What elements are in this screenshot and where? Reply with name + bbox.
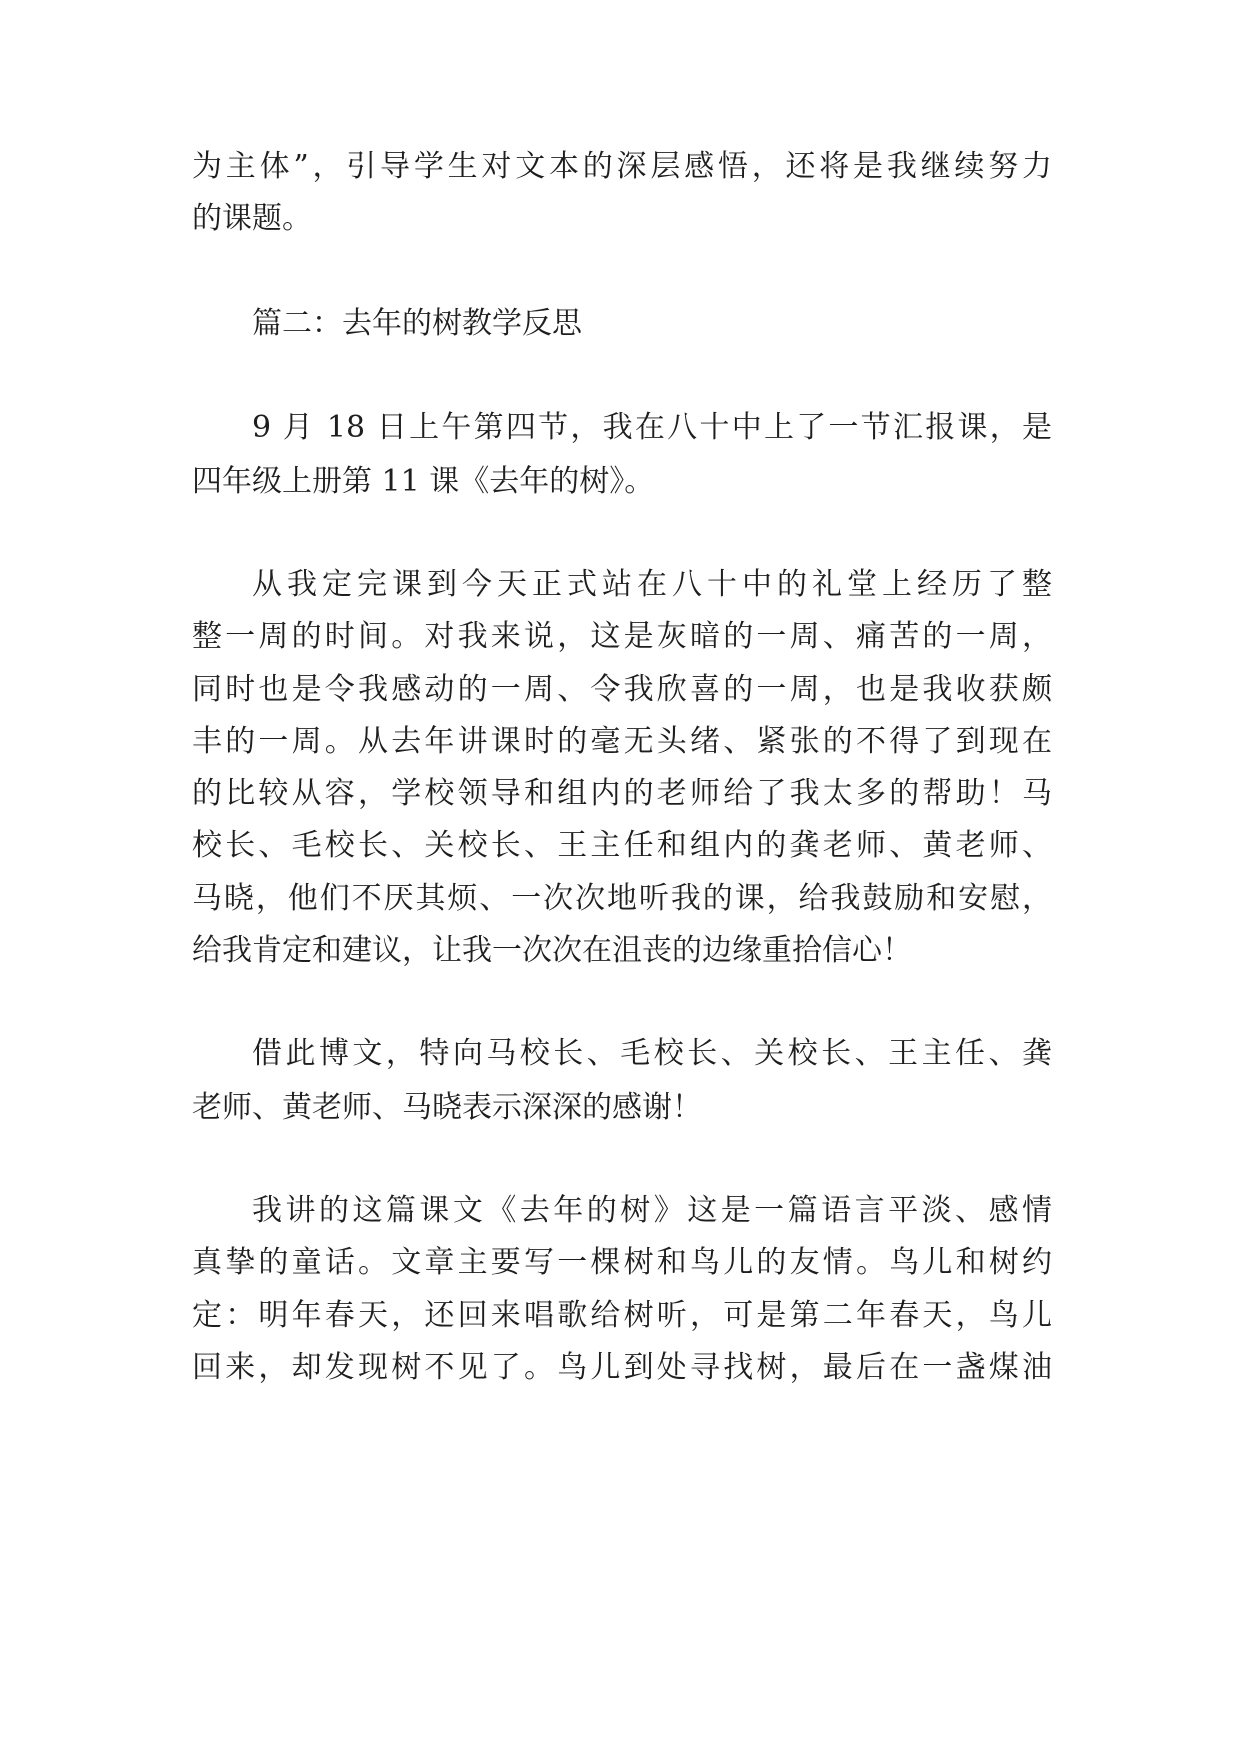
paragraph-4-line-2: 真挚的童话。文章主要写一棵树和鸟儿的友情。鸟儿和树约	[192, 1245, 1052, 1280]
paragraph-4-line-1: 我讲的这篇课文《去年的树》这是一篇语言平淡、感情	[252, 1193, 1052, 1228]
paragraph-2-line-7: 马晓，他们不厌其烦、一次次地听我的课，给我鼓励和安慰，	[192, 881, 1052, 916]
paragraph-3-line-2: 老师、黄老师、马晓表示深深的感谢！	[192, 1090, 702, 1125]
paragraph-2-line-8: 给我肯定和建议，让我一次次在沮丧的边缘重拾信心！	[192, 933, 912, 968]
continuation-line-1: 为主体”，引导学生对文本的深层感悟，还将是我继续努力	[192, 149, 1052, 184]
paragraph-3-line-1: 借此博文，特向马校长、毛校长、关校长、王主任、龚	[252, 1036, 1052, 1071]
paragraph-2-line-2: 整一周的时间。对我来说，这是灰暗的一周、痛苦的一周，	[192, 619, 1052, 654]
paragraph-4-line-3: 定：明年春天，还回来唱歌给树听，可是第二年春天，鸟儿	[192, 1298, 1052, 1333]
paragraph-2-line-4: 丰的一周。从去年讲课时的毫无头绪、紧张的不得了到现在	[192, 724, 1052, 759]
paragraph-2-line-1: 从我定完课到今天正式站在八十中的礼堂上经历了整	[252, 567, 1052, 602]
paragraph-4-line-4: 回来，却发现树不见了。鸟儿到处寻找树，最后在一盏煤油	[192, 1350, 1052, 1385]
paragraph-2-line-6: 校长、毛校长、关校长、王主任和组内的龚老师、黄老师、	[192, 828, 1052, 863]
paragraph-1-line-2: 四年级上册第 11 课《去年的树》。	[192, 464, 655, 499]
paragraph-2-line-5: 的比较从容，学校领导和组内的老师给了我太多的帮助！马	[192, 776, 1052, 811]
section-heading: 篇二：去年的树教学反思	[252, 306, 582, 341]
continuation-line-2: 的课题。	[192, 201, 312, 236]
paragraph-2-line-3: 同时也是令我感动的一周、令我欣喜的一周，也是我收获颇	[192, 672, 1052, 707]
paragraph-1-line-1: 9 月 18 日上午第四节，我在八十中上了一节汇报课，是	[252, 410, 1052, 445]
